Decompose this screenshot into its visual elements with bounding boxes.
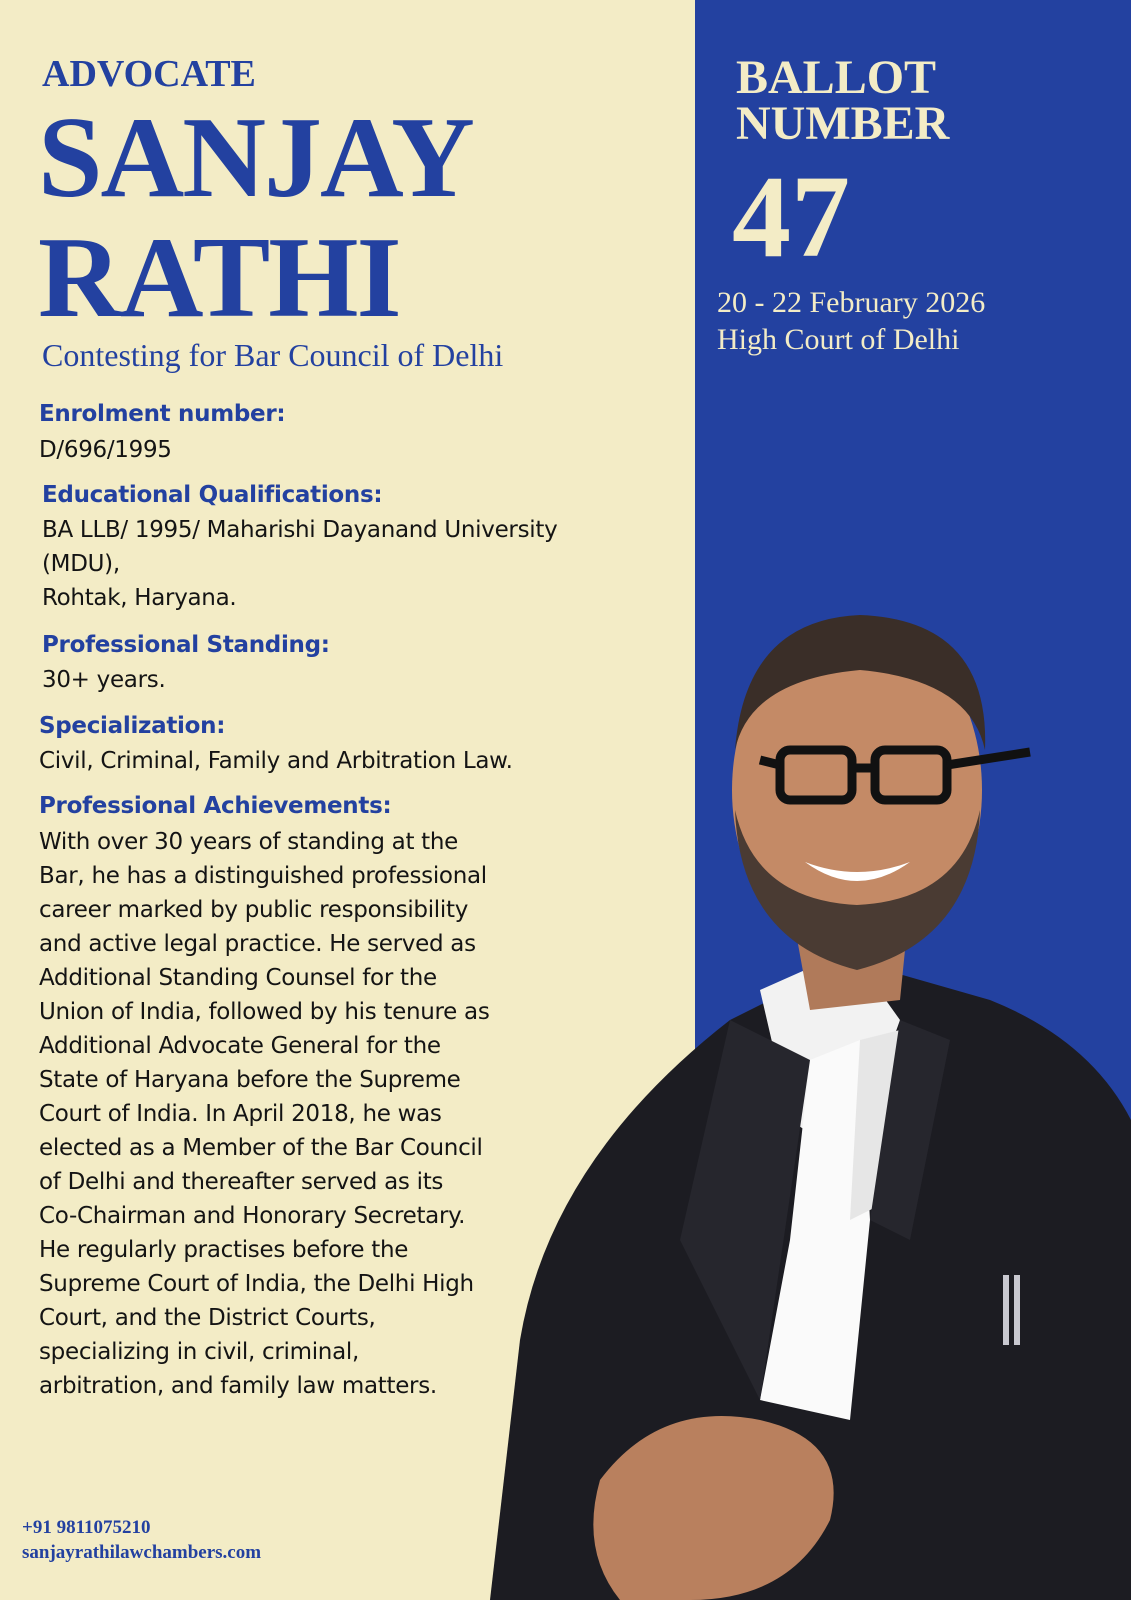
achievement-line: Court, and the District Courts, bbox=[39, 1305, 376, 1331]
education-line: (MDU), bbox=[42, 551, 120, 577]
standing-value: 30+ years. bbox=[42, 667, 166, 693]
title-prefix: ADVOCATE bbox=[42, 53, 256, 95]
achievement-line: specializing in civil, criminal, bbox=[39, 1339, 359, 1365]
achievement-line: Additional Advocate General for the bbox=[39, 1033, 441, 1059]
education-label: Educational Qualifications: bbox=[42, 482, 383, 508]
achievements-text bbox=[39, 825, 490, 1403]
specialization-value: Civil, Criminal, Family and Arbitration Law. bbox=[39, 748, 513, 774]
contact-phone[interactable]: +91 9811075210 bbox=[22, 1517, 151, 1538]
specialization-label: Specialization: bbox=[39, 713, 226, 739]
candidate-last-name: RATHI bbox=[38, 214, 400, 342]
candidate-portrait bbox=[430, 600, 1131, 1600]
achievement-line: Additional Standing Counsel for the bbox=[39, 965, 437, 991]
achievement-line: arbitration, and family law matters. bbox=[39, 1373, 437, 1399]
ballot-label-line2: NUMBER bbox=[736, 97, 950, 150]
election-venue: High Court of Delhi bbox=[717, 323, 960, 356]
enrolment-label: Enrolment number: bbox=[39, 401, 286, 427]
ballot-number: 47 bbox=[732, 151, 850, 282]
achievements-label: Professional Achievements: bbox=[39, 793, 392, 819]
achievement-line: Court of India. In April 2018, he was bbox=[39, 1101, 442, 1127]
achievement-line: of Delhi and thereafter served as its bbox=[39, 1169, 444, 1195]
enrolment-value: D/696/1995 bbox=[39, 437, 172, 463]
achievement-line: With over 30 years of standing at the bbox=[39, 829, 459, 855]
election-dates: 20 - 22 February 2026 bbox=[717, 286, 986, 319]
achievement-line: elected as a Member of the Bar Council bbox=[39, 1135, 483, 1161]
tagline: Contesting for Bar Council of Delhi bbox=[42, 337, 504, 373]
candidate-first-name: SANJAY bbox=[38, 94, 473, 222]
achievement-line: career marked by public responsibility bbox=[39, 897, 469, 923]
achievement-line: and active legal practice. He served as bbox=[39, 931, 476, 957]
achievement-line: Co-Chairman and Honorary Secretary. bbox=[39, 1203, 466, 1229]
achievement-line: Bar, he has a distinguished professional bbox=[39, 863, 487, 889]
achievement-line: Supreme Court of India, the Delhi High bbox=[39, 1271, 474, 1297]
achievement-line: He regularly practises before the bbox=[39, 1237, 409, 1263]
ballot-label-line1: BALLOT bbox=[736, 51, 937, 104]
achievement-line: State of Haryana before the Supreme bbox=[39, 1067, 461, 1093]
standing-label: Professional Standing: bbox=[42, 632, 330, 658]
education-value bbox=[42, 513, 557, 615]
achievement-line: Union of India, followed by his tenure as bbox=[39, 999, 490, 1025]
contact-website[interactable]: sanjayrathilawchambers.com bbox=[22, 1542, 262, 1563]
education-line: Rohtak, Haryana. bbox=[42, 585, 237, 611]
ballot-label bbox=[736, 51, 950, 150]
education-line: BA LLB/ 1995/ Maharishi Dayanand University bbox=[42, 517, 558, 543]
